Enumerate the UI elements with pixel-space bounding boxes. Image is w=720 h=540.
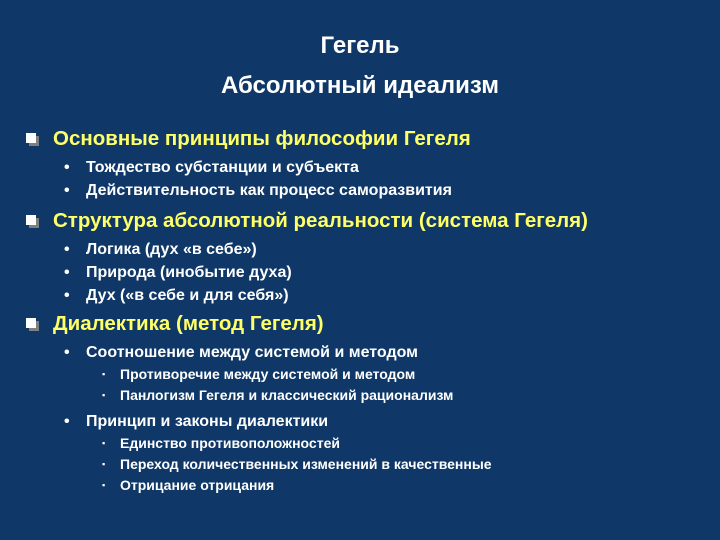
list-item [64, 261, 706, 284]
square-bullet-icon: ▪ [102, 390, 106, 400]
list-item-text: Природа (инобытие духа) [86, 264, 292, 281]
bullet-dot-icon: • [64, 241, 70, 258]
list-item [64, 284, 706, 307]
sub-list-item [102, 385, 706, 406]
sub-list-item [102, 475, 706, 496]
bullet-list [26, 341, 706, 364]
bullet-dot-icon: • [64, 159, 70, 176]
list-item-text: Тождество субстанции и субъекта [86, 159, 359, 176]
bullet-dot-icon: • [64, 287, 70, 304]
list-item-text: Дух («в себе и для себя») [86, 287, 289, 304]
list-item [64, 238, 706, 261]
slide-title: Гегель [320, 32, 400, 59]
bullet-list [26, 410, 706, 433]
list-item [64, 341, 706, 364]
bullet-dot-icon: • [64, 264, 70, 281]
section-title: Диалектика (метод Гегеля) [53, 312, 324, 335]
square-bullet-icon: ▪ [102, 480, 106, 490]
square-bullet-icon: ▪ [102, 369, 106, 379]
bullet-dot-icon: • [64, 182, 70, 199]
slide-subtitle: Абсолютный идеализм [220, 72, 499, 99]
sub-list-item-text: Отрицание отрицания [120, 477, 275, 493]
list-item-text: Соотношение между системой и методом [86, 344, 418, 361]
square-q-bullet-icon [26, 133, 39, 146]
bullet-list [26, 238, 706, 307]
list-item [64, 156, 706, 179]
section-heading [26, 204, 706, 238]
section-principles [26, 122, 706, 202]
sub-list-item-text: Единство противоположностей [120, 435, 340, 451]
section-heading [26, 307, 706, 341]
square-q-bullet-icon [26, 215, 39, 228]
section-dialectics [26, 307, 706, 496]
square-bullet-icon: ▪ [102, 438, 106, 448]
sub-list-item-text: Противоречие между системой и методом [120, 366, 416, 382]
sub-list-item [102, 454, 706, 475]
sub-bullet-list [26, 433, 706, 496]
list-item [64, 179, 706, 202]
sub-list-item [102, 364, 706, 385]
list-item-text: Принцип и законы диалектики [86, 413, 329, 430]
bullet-list [26, 156, 706, 202]
list-item-text: Действительность как процесс саморазвития [86, 182, 452, 199]
list-item [64, 410, 706, 433]
section-heading [26, 122, 706, 156]
sub-list-item-text: Переход количественных изменений в качественные [120, 456, 492, 472]
bullet-dot-icon: • [64, 344, 70, 361]
square-q-bullet-icon [26, 318, 39, 331]
bullet-dot-icon: • [64, 413, 70, 430]
sub-list-item [102, 433, 706, 454]
sub-list-item-text: Панлогизм Гегеля и классический рационализм [120, 387, 454, 403]
section-title: Структура абсолютной реальности (система Гегеля) [53, 209, 588, 232]
section-structure [26, 204, 706, 307]
list-item-text: Логика (дух «в себе») [86, 241, 257, 258]
slide-content [26, 122, 706, 500]
sub-bullet-list [26, 364, 706, 406]
square-bullet-icon: ▪ [102, 459, 106, 469]
section-title: Основные принципы философии Гегеля [53, 127, 471, 150]
